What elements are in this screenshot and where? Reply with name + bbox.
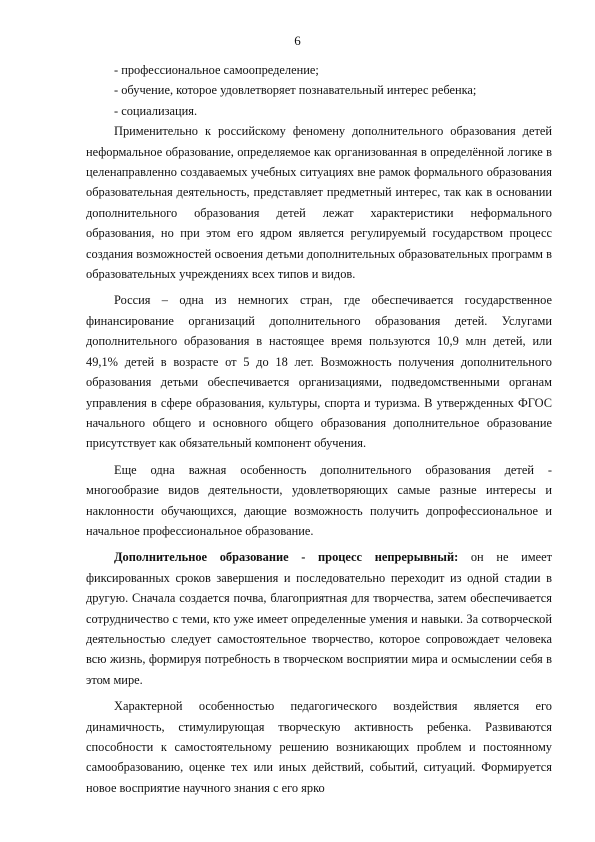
bold-lead-phrase: Дополнительное образование - процесс непрерывный:: [114, 550, 459, 565]
paragraph-pedagogical-impact: Характерной особенностью педагогического воздействия является его динамичность, стимулирующая творческую активность ребенка. Развиваются способности к самостоятельному решению возникающих проблем и постоянному самообразованию, оценке тех или иных действий, событий, ситуаций. Формируется новое восприятие научного знания с его ярко: [86, 699, 552, 795]
list-item: - профессиональное самоопределение;: [114, 63, 319, 77]
list-item: - социализация.: [114, 103, 198, 118]
paragraph-informal-education: Применительно к российскому феномену дополнительного образования детей неформальное образование, определяемое как организованная в определённой логике в целенаправленно создаваемых учебных ситуациях вне рамок формального образования образовательная деятельность, представляет предметный интерес, так как в основании дополнительного образования детей лежат характеристики неформального образования, но при этом его ядром является регулируемый государством процесс создания возможностей освоения детьми дополнительных образовательных программ в образовательных учреждениях всех типов и видов.: [86, 124, 552, 282]
page-number: 6: [294, 33, 301, 48]
document-body: [86, 60, 552, 798]
paragraph-diversity: Еще одна важная особенность дополнительного образования детей - многообразие видов деятельности, удовлетворяющих самые разные интересы и наклонности обучающихся, дающие возможность получить допрофессиональное и начальное профессиональное образование.: [86, 462, 552, 538]
paragraph-russia-funding: Россия – одна из немногих стран, где обеспечивается государственное финансирование организаций дополнительного образования детей. Услугами дополнительного образования в настоящее время пользуются 10,9 млн детей, или 49,1% детей в возрасте от 5 до 18 лет. Возможность получения дополнительного образования детьми обеспечивается организациями, подведомственными органам управления в сфере образования, культуры, спорта и туризма. В утвержденных ФГОС начального общего и основного общего образования дополнительное образование присутствует как обязательный компонент обучения.: [86, 293, 552, 451]
paragraph-continuous-process: [86, 547, 552, 690]
paragraph-continuous-text: он не имеет фиксированных сроков завершения и последовательно переходит из одной стадии в другую. Сначала создается почва, благоприятная для творчества, затем обеспечивается сотрудничество с теми, кто уже имеет определенные умения и навыки. За сотворческой деятельностью следует самостоятельное творчество, которое сопровождает человека всю жизнь, формируя потребность в творческом восприятии мира и осмыслении себя в этом мире.: [86, 550, 553, 687]
list-item: - обучение, которое удовлетворяет познавательный интерес ребенка;: [114, 83, 477, 98]
